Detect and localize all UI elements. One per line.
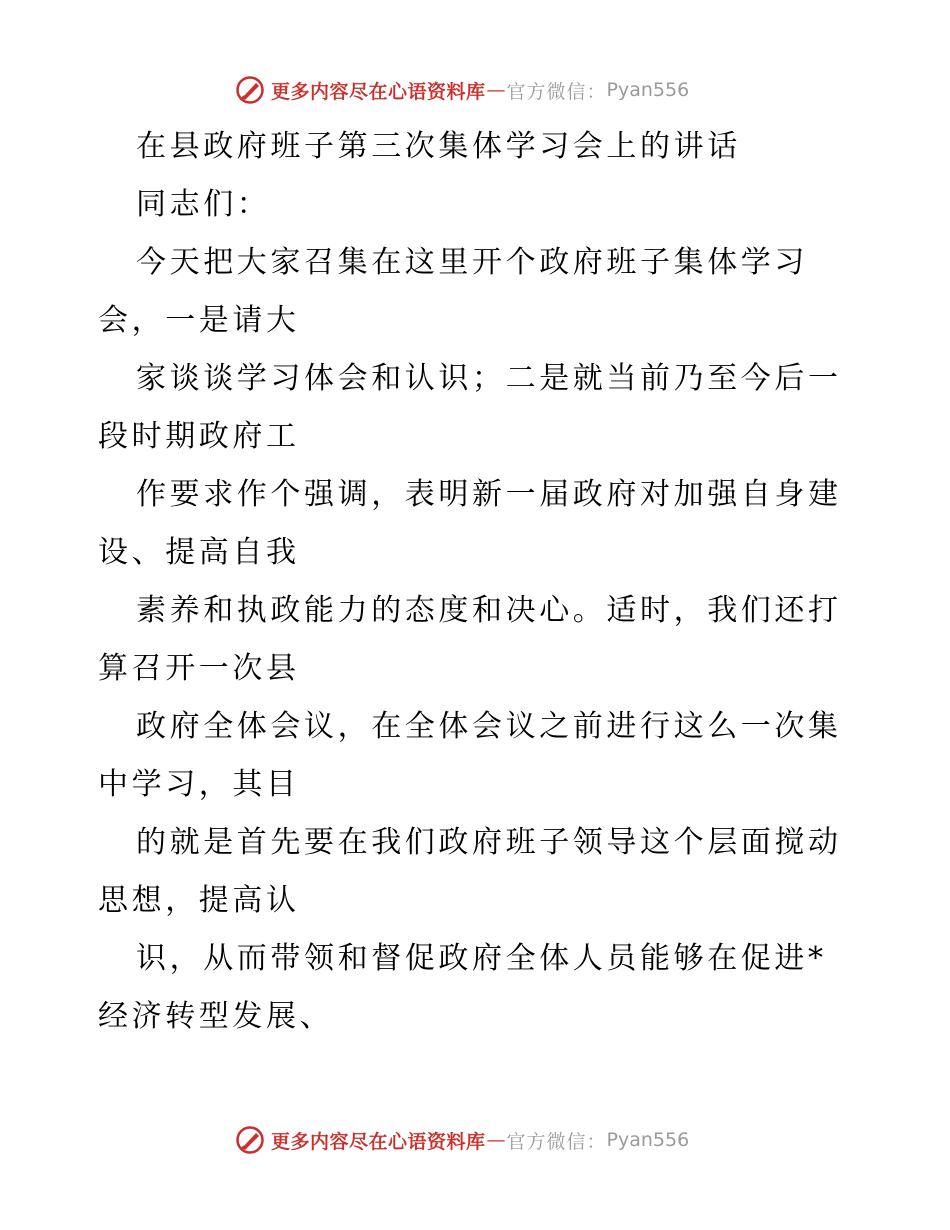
paragraph-line: 家谈谈学习体会和认识；二是就当前乃至今后一 [136,361,842,396]
paragraph-line: 作要求作个强调，表明新一届政府对加强自身建 [136,477,842,512]
quill-logo-icon [235,1125,265,1155]
greeting: 同志们： [136,187,271,222]
paragraph-line: 素养和执政能力的态度和决心。适时，我们还打 [136,593,842,628]
paragraph-line: 设、提高自我 [98,535,300,570]
quill-logo-icon [235,75,265,105]
watermark-dash: — [486,79,506,101]
paragraph-line: 思想，提高认 [98,883,300,918]
paragraph-line: 经济转型发展、 [98,999,334,1034]
paragraph-line: 段时期政府工 [98,419,300,454]
watermark-label: 官方微信： [506,80,607,103]
paragraph-line: 今天把大家召集在这里开个政府班子集体学习 [136,245,808,280]
paragraph-line: 政府全体会议，在全体会议之前进行这么一次集 [136,709,842,744]
watermark-wechat-id: Pyan556 [606,1129,690,1151]
watermark-brand-text: 更多内容尽在心语资料库 [271,1130,486,1153]
watermark-wechat-id: Pyan556 [606,79,690,101]
watermark-brand-text: 更多内容尽在心语资料库 [271,80,486,103]
paragraph-line: 会，一是请大 [98,303,300,338]
watermark-dash: — [486,1129,506,1151]
document-body [98,118,858,1046]
document-title: 在县政府班子第三次集体学习会上的讲话 [136,129,741,164]
paragraph-line: 算召开一次县 [98,651,300,686]
paragraph-line: 识，从而带领和督促政府全体人员能够在促进* [136,941,827,976]
header-watermark [235,73,689,107]
footer-watermark [235,1123,689,1157]
paragraph-line: 中学习，其目 [98,767,300,802]
paragraph-line: 的就是首先要在我们政府班子领导这个层面搅动 [136,825,842,860]
watermark-label: 官方微信： [506,1130,607,1153]
